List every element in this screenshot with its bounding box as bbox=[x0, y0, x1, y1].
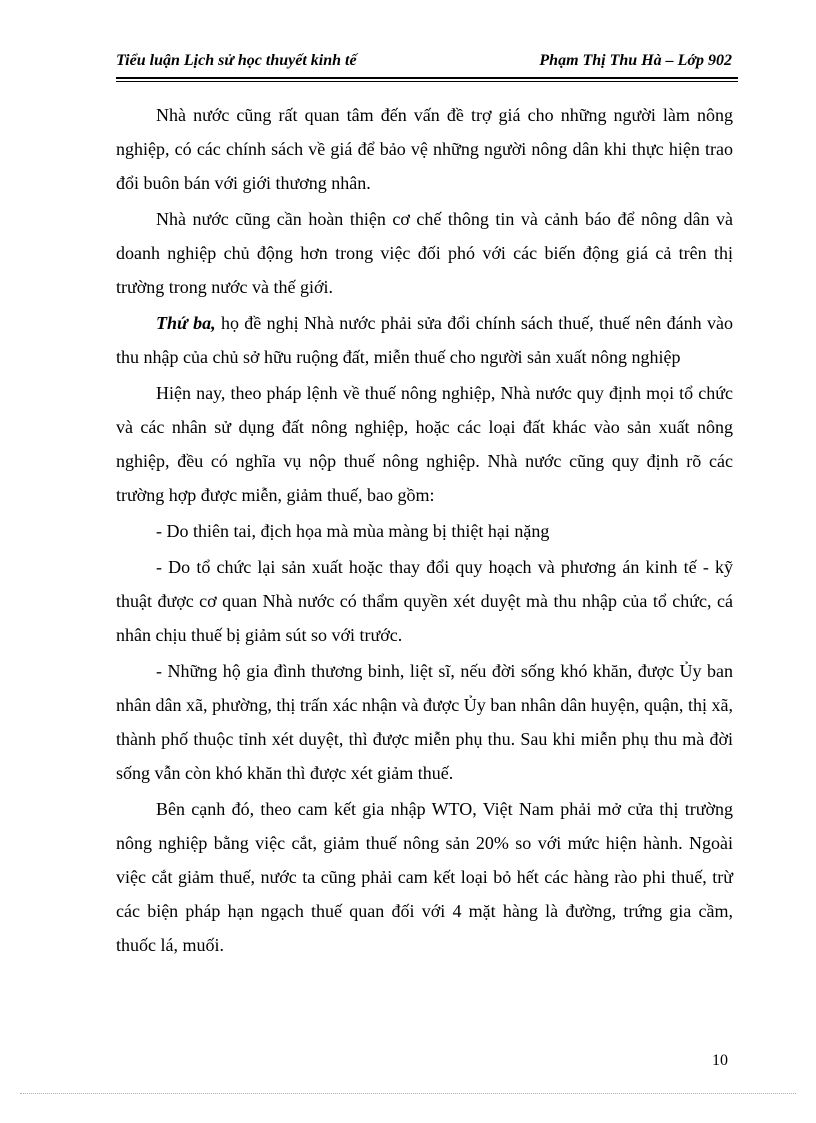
page-header bbox=[116, 48, 738, 74]
header-author-class: Phạm Thị Thu Hà – Lớp 902 bbox=[539, 52, 732, 69]
header-rule-thick bbox=[116, 77, 738, 79]
paragraph-information-mechanism: Nhà nước cũng cần hoàn thiện cơ chế thông tin và cảnh báo để nông dân và doanh nghiệp chủ động hơn trong việc đối phó với các biến động giá cả trên thị trường trong nước và thế giới. bbox=[116, 209, 733, 297]
paragraph-third-point bbox=[116, 306, 733, 374]
page-bottom-dotted-border bbox=[20, 1093, 796, 1094]
paragraph-third-point-lead: Thứ ba, bbox=[156, 313, 216, 333]
header-course-title: Tiểu luận Lịch sử học thuyết kinh tế bbox=[116, 52, 357, 69]
paragraph-third-point-text: họ đề nghị Nhà nước phải sửa đổi chính sách thuế, thuế nên đánh vào thu nhập của chủ sở hữu ruộng đất, miễn thuế cho người sản xuất nông nghiệp bbox=[116, 313, 733, 367]
header-rule-thin bbox=[116, 81, 738, 82]
list-item-reorganization: - Do tổ chức lại sản xuất hoặc thay đổi quy hoạch và phương án kinh tế - kỹ thuật được cơ quan Nhà nước có thẩm quyền xét duyệt mà thu nhập của tổ chức, cá nhân chịu thuế bị giảm sút so với trước. bbox=[116, 557, 733, 645]
paragraph-price-support: Nhà nước cũng rất quan tâm đến vấn đề trợ giá cho những người làm nông nghiệp, có các chính sách về giá để bảo vệ những người nông dân khi thực hiện trao đổi buôn bán với giới thương nhân. bbox=[116, 105, 733, 193]
list-item-natural-disaster: - Do thiên tai, địch họa mà mùa màng bị thiệt hại nặng bbox=[156, 521, 550, 541]
paragraph-wto-commitment: Bên cạnh đó, theo cam kết gia nhập WTO, Việt Nam phải mở cửa thị trường nông nghiệp bằng việc cắt, giảm thuế nông sản 20% so với mức hiện hành. Ngoài việc cắt giảm thuế, nước ta cũng phải cam kết loại bỏ hết các hàng rào phi thuế, trừ các biện pháp hạn ngạch thuế quan đối với 4 mặt hàng là đường, trứng gia cầm, thuốc lá, muối. bbox=[116, 799, 733, 955]
paragraph-agricultural-tax-law: Hiện nay, theo pháp lệnh về thuế nông nghiệp, Nhà nước quy định mọi tổ chức và các nhân sử dụng đất nông nghiệp, hoặc các loại đất khác vào sản xuất nông nghiệp, đều có nghĩa vụ nộp thuế nông nghiệp. Nhà nước cũng quy định rõ các trường hợp được miễn, giảm thuế, bao gồm: bbox=[116, 383, 733, 505]
list-item-war-invalid-families: - Những hộ gia đình thương binh, liệt sĩ, nếu đời sống khó khăn, được Ủy ban nhân dân xã, phường, thị trấn xác nhận và được Ủy ban nhân dân huyện, quận, thị xã, thành phố thuộc tỉnh xét duyệt, thì được miễn phụ thu. Sau khi miễn phụ thu mà đời sống vẫn còn khó khăn thì được xét giảm thuế. bbox=[116, 661, 733, 783]
page-number: 10 bbox=[712, 1052, 728, 1069]
body-text bbox=[116, 98, 733, 962]
